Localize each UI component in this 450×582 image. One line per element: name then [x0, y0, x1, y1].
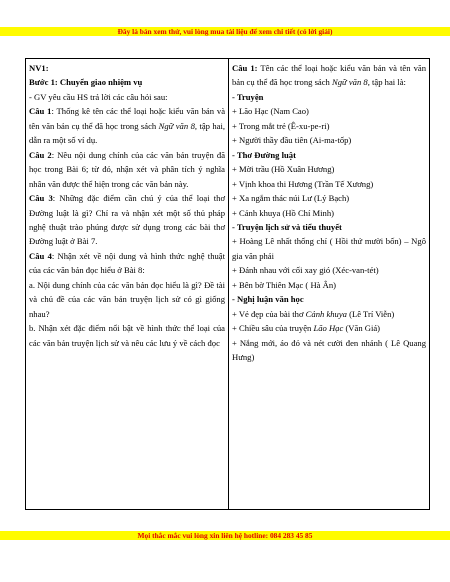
list-item: + Đánh nhau với cối xay gió (Xéc-van-tét) — [232, 265, 379, 276]
question-4b: b. Nhận xét đặc điểm nổi bật về hình thức thể loại của các văn bản truyện lịch sử và nêu các lưu ý về cách đọc — [29, 323, 225, 348]
question-4a: a. Nội dung chính của các văn bản đọc hiểu là gì? Đề tài và chủ đề của các văn bản truyện lịch sử có gì giống nhau? — [29, 279, 225, 319]
list-item: + Người thầy đầu tiên (Ai-ma-tốp) — [232, 135, 352, 146]
question-3-label: Câu 3 — [29, 193, 53, 204]
step-heading: Bước 1: Chuyển giao nhiệm vụ — [29, 77, 143, 88]
list-item: + Bên bờ Thiên Mạc ( Hà Ân) — [232, 279, 336, 290]
hotline-banner — [0, 531, 450, 540]
list-item: + Lão Hạc (Nam Cao) — [232, 106, 309, 117]
question-1: Câu 1: Thống kê tên các thể loại hoặc kiểu văn bản và tên văn bản cụ thể đã học trong sách Ngữ văn 8, tập hai, dẫn ra một số ví dụ. — [29, 106, 226, 146]
genre-heading-poetry: - Thơ Đường luật — [232, 149, 296, 160]
question-1-label: Câu 1 — [29, 106, 52, 117]
table-row — [26, 59, 430, 510]
hotline-text: Mọi thắc mắc vui lòng xin liên hệ hotline: 084 283 45 85 — [137, 531, 313, 540]
list-item: + Vẻ đẹp của bài thơ Cảnh khuya (Lê Trí Viễn) — [232, 308, 395, 319]
list-item: + Xa ngắm thác núi Lư (Lý Bạch) — [232, 193, 350, 204]
answer-1-label: Câu 1: — [232, 63, 258, 73]
preview-notice-banner — [0, 27, 450, 36]
question-4: Câu 4: Nhận xét về nội dung và hình thức nghệ thuật của các văn bản đọc hiểu ở Bài 8: — [29, 250, 225, 276]
preview-notice-text: Đây là bản xem thử, vui lòng mua tài liệu để xem chi tiết (có lời giải) — [117, 27, 333, 36]
book-title: Ngữ văn 8 — [158, 120, 195, 131]
instruction-intro: - GV yêu cầu HS trả lời các câu hỏi sau: — [29, 91, 168, 102]
teacher-activity-cell — [26, 59, 229, 510]
genre-heading-history: - Truyện lịch sử và tiểu thuyết — [232, 221, 342, 232]
answer-cell — [229, 59, 430, 510]
question-2-label: Câu 2 — [29, 149, 52, 160]
question-2: Câu 2: Nêu nội dung chính của các văn bản truyện đã học trong Bài 6; từ đó, nhận xét và phân tích ý nghĩa nhân văn được thể hiện trong các văn bản này. — [29, 149, 226, 189]
lesson-table — [25, 58, 430, 510]
list-item: + Vịnh khoa thi Hương (Trần Tế Xương) — [232, 178, 374, 189]
genre-heading-essay: - Nghị luận văn học — [232, 294, 304, 305]
question-3: Câu 3: Những đặc điểm cần chú ý của thể loại thơ Đường luật là gì? Chỉ ra và nhận xét một số thủ pháp nghệ thuật trào phúng được sử dụng trong các bài thơ Đường luật ở Bài 7. — [29, 193, 225, 247]
book-title: Ngữ văn 8 — [332, 77, 368, 88]
list-item: + Hoàng Lê nhất thống chí ( Hồi thứ mười bốn) – Ngô gia văn phái — [232, 236, 426, 261]
question-4-label: Câu 4 — [29, 250, 52, 261]
work-title: Lão Hạc — [313, 323, 344, 334]
task-label: NV1: — [29, 63, 49, 73]
answer-1: Câu 1: Tên các thể loại hoặc kiểu văn bản và tên văn bản cụ thể đã học trong sách Ngữ văn 8, tập hai là: — [232, 63, 426, 88]
list-item: + Chiều sâu của truyện Lão Hạc (Văn Giá) — [232, 323, 381, 334]
work-title: Cảnh khuya — [305, 308, 347, 319]
genre-heading-story: - Truyện — [232, 91, 264, 102]
list-item: + Trong mắt trẻ (Ê-xu-pe-ri) — [232, 120, 330, 131]
list-item: + Nắng mới, áo đỏ và nét cười đen nhánh ( Lê Quang Hưng) — [232, 337, 426, 363]
list-item: + Cảnh khuya (Hồ Chí Minh) — [232, 207, 334, 218]
list-item: + Mời trầu (Hồ Xuân Hương) — [232, 164, 335, 175]
